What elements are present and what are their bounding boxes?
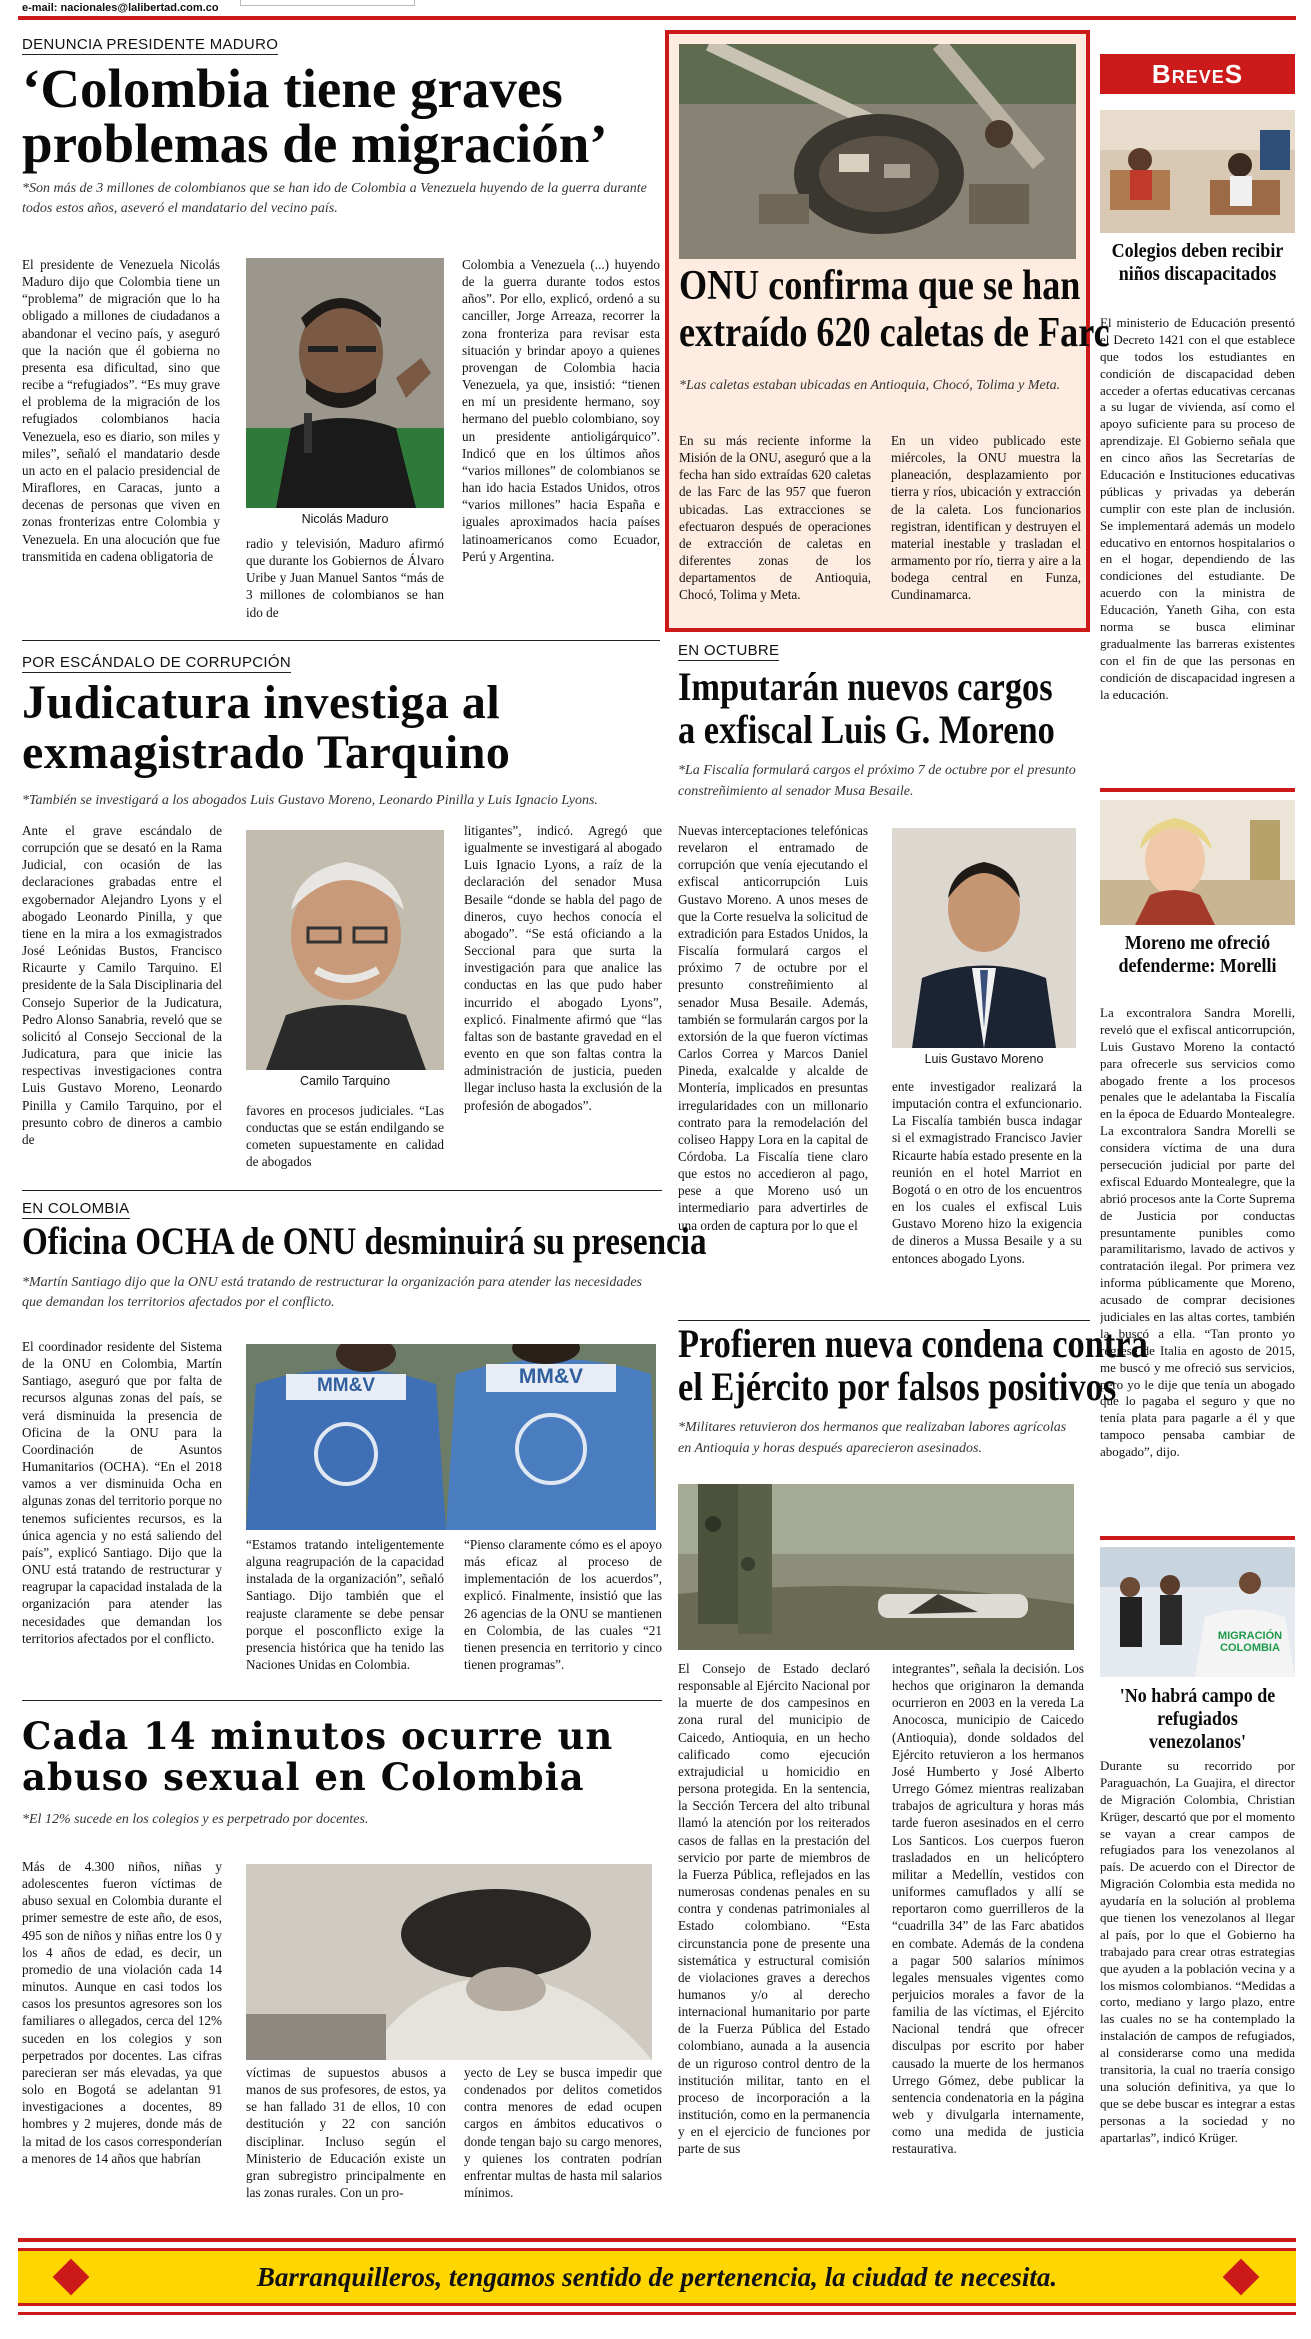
onu-headline-line1: ONU confirma que se han — [679, 263, 1081, 309]
breves-photo-2 — [1100, 800, 1295, 925]
breves-rule-1 — [1100, 788, 1295, 792]
ocha-vest-text-right: MM&V — [518, 1365, 584, 1388]
onu-caleta-graphic — [679, 44, 1076, 259]
abuso-col2-bottom: víctimas de supuestos abusos a manos de sus profesores, de estos, ya se han fallado 31 de ellos, 10 con destitución y 22 con sanción disciplinar. Incluso según el Ministerio de Educación existe un gran subregistro principalmente en las zonas rurales. Con un pro- — [246, 2065, 446, 2201]
soldier-graphic — [678, 1484, 1074, 1650]
ocha-col1: El coordinador residente del Sistema de la ONU en Colombia, Martín Santiago, aseguró que por falta de recursos algunas zonas del país, se verá disminuida la presencia de Oficina de la ONU para la Coordinación de Asuntos Humanitarios (OCHA). “En el 2018 vamos a ver disminuida Ocha en algunas zonas del territorio porque no tenemos suficientes recursos, es la única agencia y no está saliendo del país”, explicó Santiago. Dijo que la ONU está tratando de restructurar y reagrupar la capacidad instalada de la organización para atender las necesidades que demandan los territorios afectados por el conflicto. — [22, 1339, 222, 1646]
falsos-positivos-article — [678, 1321, 1148, 1459]
migracion-officials-graphic — [1100, 1547, 1295, 1677]
maduro-headline-line2: problemas de migración’ — [22, 113, 608, 174]
tarquino-photo — [246, 830, 444, 1070]
classroom-graphic — [1100, 110, 1295, 233]
maduro-col3: Colombia a Venezuela (...) huyendo de la guerra durante todos estos años”. Por ello, explicó, ordenó a su canciller, Jorge Arreaza, recorrer la zona fronteriza para revisar esta situación y brindar apoyo a quienes provengan de Colombia hacia Venezuela, ya que, insistió: “tienen en mí un presidente hermano, soy hermano del pueblo colombiano, soy un presidente antioligárquico”. Indicó que en los últimos años “varios millones” de colombianos se han ido hacia Estados Unidos, otros “varios millones” hacia España e iguales aproximados hacia países latinoamericanos como Ecuador, Perú y Argentina. — [462, 257, 660, 564]
breves-item3-title: 'No habrá campo de refugiados venezolanos' — [1119, 1685, 1276, 1753]
banner-text: Barranquilleros, tengamos sentido de pertenencia, la ciudad te necesita. — [256, 2262, 1058, 2292]
abuso-col3-bottom: yecto de Ley se busca impedir que condenados por delitos cometidos contra menores de edad ocupen cargos en ámbitos educativos o donde tengan bajo su cargo menores, y quienes los contraten podrían enfrentar multas de hasta mil salarios mínimos. — [464, 2065, 662, 2201]
abuso-col1: Más de 4.300 niños, niñas y adolescentes fueron víctimas de abuso sexual en Colombia durante el primer semestre de este año, de esos, 495 son de niños y niñas entre los 0 y los 4 años de edad, es decir, un promedio de una violación cada 14 minutos. Aunque en casi todos los casos los presuntos agresores son los familiares o allegados, cerca del 12% suceden en los colegios y son perpetrados por docentes. Las cifras parecieran ser más elevadas, ya que solo en Bogotá se adelantan 91 investigaciones a docentes, 89 hombres y 2 mujeres, donde más de la mitad de los casos corresponderían a menores de 14 años que habrían — [22, 1859, 222, 2166]
ocha-col3-bottom: “Pienso claramente cómo es el apoyo más eficaz al proceso de implementación de los acuerdos”, explicó. Finalmente, insistió que las 26 agencias de la ONU se mantienen en Colombia, de las cuales “21 tienen presencia en territorio y cinco tienen programas”. — [464, 1537, 662, 1673]
morelli-portrait-graphic — [1100, 800, 1295, 925]
banner-left-diamond — [53, 2259, 90, 2296]
falsos-col1: El Consejo de Estado declaró responsable al Ejército Nacional por la muerte de dos campesinos en zona rural del municipio de Caicedo, Antioquia, en un hecho calificado como ejecución extrajudicial u homicidio en persona protegida. En la sentencia, la Sección Tercera del alto tribunal llamó la atención por los reiterados casos de fallas en la prestación del servicio por parte de miembros de la Fuerza Pública, reflejados en las numerosas condenas penales en su contra y condenas patrimoniales al Estado colombiano. “Esta circunstancia pone de presente una sistemática y estructural comisión de violaciones graves a derechos humanos y/o al derecho internacional humanitario por parte de la Fuerza Pública del Estado colombiano, aunada a la ausencia de un riguroso control dentro de la institución militar, tanto en el proceso de incorporación a la institución, como en la permanencia y en el ejercicio de funciones por parte de sus — [678, 1661, 870, 2157]
breves-photo-3 — [1100, 1547, 1295, 1677]
moreno-portrait-graphic — [892, 828, 1076, 1048]
falsos-photo — [678, 1484, 1074, 1650]
moreno-headline-line1: Imputarán nuevos cargos — [678, 664, 1053, 709]
maduro-photo-caption: Nicolás Maduro — [301, 512, 389, 526]
tarquino-kicker: POR ESCÁNDALO DE CORRUPCIÓN — [22, 654, 291, 671]
ocha-kicker: EN COLOMBIA — [22, 1200, 130, 1217]
tarquino-article — [22, 652, 662, 811]
divider-rule — [22, 640, 660, 641]
abuso-dek: *El 12% sucede en los colegios y es perpetrado por docentes. — [22, 1812, 369, 1827]
tarquino-col3: litigantes”, indicó. Agregó que igualmente se investigará al abogado Luis Ignacio Lyons, a raíz de la declaración del senador Musa Besaile “donde se habla del pago de dineros, cuyo hechos conocía el abogado”. “Se está oficiando a la Seccional para que surta la investigación para que analice las conductas en las que pudo haber incurrido el abogado Lyons”, explicó. Finalmente afirmó que “las faltas son de bastante gravedad en el evento en que son faltas contra la administración de justicia, pueden llegar incluso hasta la exclusión de la profesión de abogados”. — [464, 823, 662, 1113]
top-tab — [240, 0, 415, 6]
breves-item1-text: El ministerio de Educación presentó el Decreto 1421 con el que establece que todos los estudiantes en condición de discapacidad deben acceder a ofertas educativas cercanas a su lugar de vivienda, así como el apoyo suficiente para su proceso de aprendizaje. El Gobierno señala que en cinco años las Secretarías de Educación e Instituciones educativas públicas y privadas ya deberán cumplir con este plan de inclusión. Se implementará además un modelo educativo en entornos hospitalarios o en el hogar, dependiendo de las condiciones del estudiante. De acuerdo con la ministra de Educación, Yaneth Giha, con esta norma se busca eliminar gradualmente las barreras existentes con el fin de que las personas en condición de discapacidad ingresen a la educación. — [1100, 315, 1295, 702]
onu-dek: *Las caletas estaban ubicadas en Antioquia, Chocó, Tolima y Meta. — [679, 378, 1061, 393]
maduro-portrait-graphic — [246, 258, 444, 508]
moreno-photo-caption: Luis Gustavo Moreno — [924, 1052, 1044, 1066]
onu-caletas-box — [665, 30, 1110, 632]
divider-rule — [22, 1700, 662, 1701]
maduro-col1: El presidente de Venezuela Nicolás Maduro dijo que Colombia tiene un “problema” de migración que lo ha obligado a millones de ciudadanos a abandonar el vecino país, y aseguró que la nación que él gobierna no presenta esa dificultad, sino que recibe a “refugiados”. “Es muy grave el problema de la migración de los refugiados colombianos hacia Venezuela, eso es diario, son miles y miles”, señaló el mandatario desde un acto en el palacio presidencial de Miraflores, en Caracas, junto a decenas de personas que viven en zonas fronterizas entre Colombia y Venezuela. En una alocución que fue transmitida en cadena obligatoria de — [22, 257, 220, 564]
breves-rule-2 — [1100, 1536, 1295, 1540]
divider-rule — [22, 1190, 662, 1191]
maduro-headline-line1: ‘Colombia tiene graves — [22, 58, 563, 119]
tarquino-photo-caption: Camilo Tarquino — [299, 1074, 391, 1088]
moreno-kicker: EN OCTUBRE — [678, 642, 780, 659]
maduro-dek: *Son más de 3 millones de colombianos que se han ido de Colombia a Venezuela huyendo de la guerra durante todos estos años, aseveró el mandatario del vecino país. — [22, 181, 647, 217]
moreno-article — [678, 640, 1090, 802]
maduro-col2-bottom: radio y televisión, Maduro afirmó que durante los Gobiernos de Álvaro Uribe y Juan Manuel Santos “más de 3 millones de colombianos se han ido de — [246, 536, 444, 620]
tarquino-dek: *También se investigará a los abogados Luis Gustavo Moreno, Leonardo Pinilla y Luis Ignacio Lyons. — [22, 793, 598, 808]
abuso-headline-line2: abuso sexual en Colombia — [22, 1755, 585, 1799]
migracion-vest-text: MIGRACIÓN COLOMBIA — [1217, 1630, 1283, 1654]
banner-right-diamond — [1223, 2259, 1260, 2296]
onu-headline-line2: extraído 620 caletas de Farc — [679, 310, 1110, 356]
breves-item1-title: Colegios deben recibir niños discapacitados — [1111, 240, 1284, 285]
falsos-col2: integrantes”, señala la decisión. Los hechos que originaron la demanda ocurrieron en 2003 en la vereda La Anocosca, municipio de Caicedo (Antioquia), donde soldados del Ejército retuvieron a los hermanos José Humberto y José Alberto Urrego Gómez mientras realizaban trabajos de agricultura y horas más tarde fueron asesinados en el cerro Los Santicos. Los cuerpos fueron trasladados en un helicóptero militar a Medellín, vestidos con uniformes camuflados y allí se reportaron como guerrilleros de la “cuadrilla 34” de las Farc abatidos en combate. Además de la condena a pagar 500 salarios mínimos legales mensuales vigentes como perjuicios morales a favor de la familia de las víctimas, el Ejército Nacional tendrá que ofrecer disculpas por escrito por haber causado la muerte de los hermanos Urrego Gómez, debe publicar la sentencia condenatoria en la página web y divulgarla internamente, como una medida de justicia restaurativa. — [892, 1661, 1084, 2157]
tarquino-col2-bottom: favores en procesos judiciales. “Las conductas que se están endilgando se cometen supuestamente en calidad de abogados — [246, 1103, 444, 1170]
breves-item3-text: Durante su recorrido por Paraguachón, La Guajira, el director de Migración Colombia, Christian Krüger, descartó que por el momento se vayan a crear campos de refugiados para los venezolanos al país. De acuerdo con el Director de Migración Colombia esta medida no ayudaría en la solución al problema que tienen los venezolanos al llegar al país, por lo que el Gobierno ha trabajado para crear otras estrategias que ayuden a la población vecina y a los mismos colombianos. “Medidas a corto, mediano y largo plazo, entre las cuales no se ha contemplado la instalación de campos de refugiados, al considerarse como una medida transitoria, la cual no traería consigo una solución definitiva, ya que lo que se debe buscar es integrar a estas personas a la sociedad y no apartarlas”, indicó Krüger. — [1100, 1758, 1295, 2145]
breves-header: BreveS — [1100, 54, 1295, 94]
ocha-photo — [246, 1344, 656, 1530]
abuso-headline-line1: Cada 14 minutos ocurre un — [22, 1714, 614, 1758]
bottom-banner — [18, 2248, 1296, 2306]
tarquino-portrait-graphic — [246, 830, 444, 1070]
onu-col1: En su más reciente informe la Misión de la ONU, aseguró que a la fecha han sido extraídas 620 caletas de las Farc de las 957 que fueron ubicadas. Las extracciones se efectuaron después de operaciones de extracción de caletas en diferentes zonas de los departamentos de Antioquia, Chocó, Tolima y Meta. — [679, 433, 871, 603]
tarquino-headline-line2: exmagistrado Tarquino — [22, 726, 511, 779]
bottom-red-rule — [18, 2238, 1296, 2242]
ocha-dek: *Martín Santiago dijo que la ONU está tratando de restructurar la organización para atender las necesidades que demandan los territorios afectados por el conflicto. — [22, 1275, 642, 1311]
falsos-headline-line1: Profieren nueva condena contra — [678, 1321, 1148, 1366]
abuso-photo — [246, 1864, 652, 2060]
falsos-headline-line2: el Ejército por falsos positivos — [678, 1364, 1117, 1410]
moreno-col2-bottom: ente investigador realizará la imputación contra el exfuncionario. La Fiscalía también busca indagar si el exmagistrado Francisco Javier Ricaurte había estado presente en la reunión en el hotel Marriot en Bogotá o en otro de los encuentros en los cuales el exfiscal Luis Gustavo Moreno hizo la exigencia de dineros a Mussa Besaile y a su entonces abogado Lyons. — [892, 1079, 1082, 1266]
moreno-headline-line2: a exfiscal Luis G. Moreno — [678, 707, 1055, 753]
top-red-rule — [18, 16, 1296, 20]
maduro-kicker: DENUNCIA PRESIDENTE MADURO — [22, 36, 279, 53]
ocha-headline: Oficina OCHA de ONU desminuirá su presencia — [22, 1220, 707, 1263]
contact-email: e-mail: nacionales@lalibertad.com.co — [22, 2, 219, 14]
maduro-photo — [246, 258, 444, 508]
ocha-article — [22, 1198, 707, 1314]
breves-item2-title: Moreno me ofreció defenderme: Morelli — [1118, 932, 1277, 977]
onu-col2: En un video publicado este miércoles, la ONU muestra la planeación, desplazamiento por tierra y ríos, ubicación y extracción de la caleta. Los funcionarios registran, identifican y destruyen el material inestable y trasladan el armamento por río, tierra y aire a la bodega central en Funza, Cundinamarca. — [891, 433, 1081, 603]
tarquino-headline-line1: Judicatura investiga al — [22, 676, 501, 729]
abuso-article — [22, 1714, 662, 1830]
moreno-col1: Nuevas interceptaciones telefónicas revelaron el entramado de corrupción que venía ejecutando el exfiscal anticorrupción Luis Gustavo Moreno. A unos meses de que la Corte resuelva la solicitud de extradición para Estados Unidos, la Fiscalía formulará cargos el próximo 7 de octubre por el presunto constreñimiento al senador Musa Besaile. Además, también se formularán cargos por la extorsión de la que fueron víctimas Carlos Correa y Marcos Daniel Pineda, exalcalde y alcalde de Montería, implicados en presuntas irregularidades con un millonario contrato para la remodelación del coliseo Happy Lora en la capital de Córdoba. La Fiscalía tiene claro que estos no accedieron al pago, pese a que Moreno usó un intermediario para advertirles de una orden de captura por lo que el — [678, 823, 868, 1233]
moreno-photo — [892, 828, 1076, 1048]
ocha-vest-text-left: MM&V — [316, 1375, 376, 1396]
ocha-col2-bottom: “Estamos tratando inteligentemente alguna reagrupación de la capacidad instalada de la organización”, señaló Santiago. Dijo también que el reajuste claramente se debe pensar porque el posconflicto exige la presencia histórica que ha tenido las Naciones Unidas en Colombia. — [246, 1537, 444, 1673]
breves-item2-text: La excontralora Sandra Morelli, reveló que el exfiscal anticorrupción, Luis Gustavo Moreno la contactó para ofrecerle sus servicios como abogado frente a los procesos penales que le adelantaba la Fiscalía en la época de Eduardo Montealegre. La excontralora Sandra Morelli se considera víctima de una dura persecución judicial por parte del exfiscal Eduardo Montealegre, que la abrió procesos ante la Corte Suprema de Justicia por conductas presuntamente punibles como paramilitarismo, lavado de activos y contratación ilegal. Por primera vez informa públicamente que Moreno, acusado de comprar decisiones judiciales en las altas cortes, también la buscó a ella. “Tan pronto yo regresé de Italia en agosto de 2015, me buscó y me ofreció sus servicios, pero yo le dije que tenía un abogado que lo pagaba el seguro y que no tenía plata para pagarle a él y que tampoco pensaba cambiar de abogado”, dijo. — [1100, 1005, 1295, 1460]
child-graphic — [246, 1864, 652, 2060]
falsos-dek: *Militares retuvieron dos hermanos que realizaban labores agrícolas en Antioquia y horas después aparecieron asesinados. — [678, 1420, 1067, 1456]
tarquino-col1: Ante el grave escándalo de corrupción que se desató en la Rama Judicial, con ocasión de las declaraciones grabadas entre el exgobernador Alejandro Lyons y el abogado Leonardo Pinilla, y que tiene en la mira a los exmagistrados José Leónidas Bustos, Francisco Ricaurte y Camilo Tarquino. El presidente de la Sala Disciplinaria del Consejo Superior de la Judicatura, Pedro Alonso Sanabria, reveló que se solicitó al Consejo Seccional de la Judicatura, para que inicie las respectivas investigaciones contra Luis Gustavo Moreno, Leonardo Pinilla y Camilo Tarquino, por el presunto cobro de dineros a cambio de — [22, 823, 222, 1147]
onu-photo — [679, 44, 1076, 259]
breves-photo-1 — [1100, 110, 1295, 233]
moreno-dek: *La Fiscalía formulará cargos el próximo 7 de octubre por el presunto constreñimiento al senador Musa Besaile. — [678, 763, 1076, 799]
bottom-red-rule-2 — [18, 2312, 1296, 2315]
